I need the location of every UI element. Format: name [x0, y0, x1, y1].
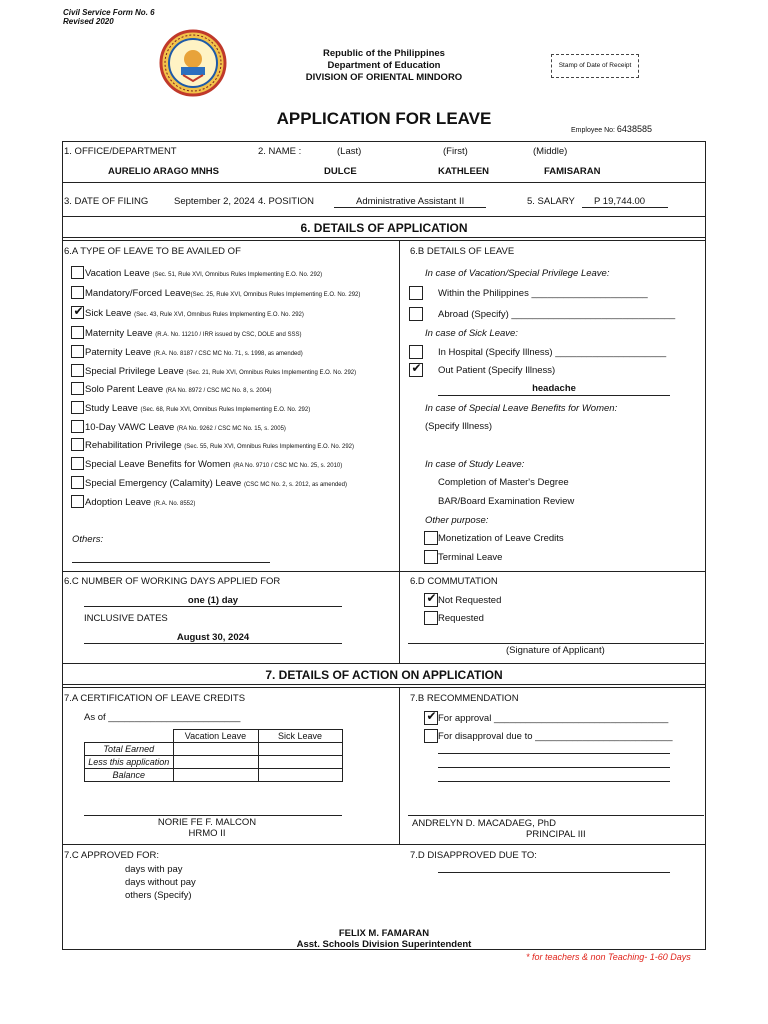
not-requested-checkbox-checked[interactable]	[424, 593, 438, 607]
principal-title: PRINCIPAL III	[526, 829, 586, 840]
monetization-checkbox[interactable]	[424, 531, 438, 545]
leave-checkbox[interactable]	[71, 457, 84, 470]
table-cell[interactable]	[258, 769, 342, 782]
section-7b-title: 7.B RECOMMENDATION	[410, 693, 519, 704]
section-7c-title: 7.C APPROVED FOR:	[64, 850, 160, 861]
leave-type-item: Maternity Leave (R.A. No. 11210 / IRR issued by CSC, DOLE and SSS)	[85, 328, 302, 339]
table-cell[interactable]	[173, 756, 258, 769]
other-purpose-label: Other purpose:	[425, 515, 489, 526]
leave-type-item: Adoption Leave (R.A. No. 8552)	[85, 497, 196, 508]
leave-type-item: Vacation Leave (Sec. 51, Rule XVI, Omnibus Rules Implementing E.O. No. 292)	[85, 268, 323, 279]
footnote: * for teachers & non Teaching- 1-60 Days	[526, 952, 691, 962]
leave-checkbox[interactable]	[71, 476, 84, 489]
for-approval-checkbox-checked[interactable]	[424, 711, 438, 725]
leave-type-item: Paternity Leave (R.A. No. 8187 / CSC MC No. 71, s. 1998, as amended)	[85, 347, 303, 358]
col-vacation-leave: Vacation Leave	[173, 730, 258, 743]
leave-type-item: Solo Parent Leave (RA No. 8972 / CSC MC No. 8, s. 2004)	[85, 384, 272, 395]
out-patient-label: Out Patient (Specify Illness)	[438, 365, 556, 376]
first-label: (First)	[443, 146, 468, 157]
table-cell[interactable]	[173, 743, 258, 756]
leave-type-item: 10-Day VAWC Leave (RA No. 9262 / CSC MC No. 15, s. 2005)	[85, 422, 286, 433]
check-mark-icon: ✔	[411, 361, 422, 375]
section-7a-title: 7.A CERTIFICATION OF LEAVE CREDITS	[64, 693, 246, 704]
days-with-pay: days with pay	[125, 864, 183, 875]
in-hospital-checkbox[interactable]	[409, 345, 423, 359]
leave-type-item: Special Privilege Leave (Sec. 21, Rule XVI, Omnibus Rules Implementing E.O. No. 292)	[85, 366, 357, 377]
leave-checkbox[interactable]	[71, 345, 84, 358]
leave-credits-table	[84, 729, 343, 782]
within-philippines-label: Within the Philippines ______________________	[438, 288, 648, 299]
leave-type-item: Sick Leave (Sec. 43, Rule XVI, Omnibus Rules Implementing E.O. No. 292)	[85, 308, 304, 319]
for-disapproval-label: For disapproval due to __________________________	[438, 731, 673, 742]
applicant-signature-line[interactable]	[408, 643, 704, 644]
inclusive-dates-label: INCLUSIVE DATES	[84, 613, 168, 624]
leave-checkbox[interactable]	[71, 382, 84, 395]
salary-label: 5. SALARY	[527, 196, 575, 207]
requested-label: Requested	[438, 613, 484, 624]
others-label: Others:	[72, 534, 104, 545]
hrmo-name: NORIE FE F. MALCON	[157, 817, 257, 828]
section-7d-title: 7.D DISAPPROVED DUE TO:	[410, 850, 537, 861]
section-6b-title: 6.B DETAILS OF LEAVE	[410, 246, 515, 257]
leave-checkbox[interactable]	[71, 495, 84, 508]
illness-value[interactable]: headache	[532, 383, 576, 394]
terminal-leave-label: Terminal Leave	[438, 552, 503, 563]
abroad-label: Abroad (Specify) _______________________________	[438, 309, 676, 320]
bar-review-label: BAR/Board Examination Review	[438, 496, 575, 507]
employee-no: Employee No: 6438585	[571, 124, 652, 134]
out-patient-checkbox-checked[interactable]	[409, 363, 423, 377]
middle-label: (Middle)	[533, 146, 568, 157]
section-6-title: 6. DETAILS OF APPLICATION	[300, 221, 468, 235]
leave-type-item: Mandatory/Forced Leave(Sec. 25, Rule XVI, Omnibus Rules Implementing E.O. No. 292)	[85, 288, 361, 299]
others-input-line[interactable]	[72, 562, 270, 563]
days-without-pay: days without pay	[125, 877, 196, 888]
specify-illness-label: (Specify Illness)	[425, 421, 493, 432]
form-revision: Revised 2020	[63, 17, 114, 26]
position-value[interactable]: Administrative Assistant II	[356, 196, 465, 207]
table-cell[interactable]	[173, 769, 258, 782]
leave-checkbox[interactable]	[71, 266, 84, 279]
masters-label: Completion of Master's Degree	[438, 477, 569, 488]
requested-checkbox[interactable]	[424, 611, 438, 625]
row-total-earned: Total Earned	[85, 743, 174, 756]
leave-checkbox-checked[interactable]	[71, 306, 84, 319]
others-specify: others (Specify)	[125, 890, 192, 901]
official-name: FELIX M. FAMARAN	[338, 928, 430, 939]
date-filing-value[interactable]: September 2, 2024	[174, 196, 255, 207]
check-mark-icon: ✔	[426, 709, 437, 723]
office-value[interactable]: AURELIO ARAGO MNHS	[108, 166, 220, 177]
section-6c-title: 6.C NUMBER OF WORKING DAYS APPLIED FOR	[64, 576, 281, 587]
within-philippines-checkbox[interactable]	[409, 286, 423, 300]
page-title: APPLICATION FOR LEAVE	[276, 109, 492, 128]
abroad-checkbox[interactable]	[409, 307, 423, 321]
vacation-case-label: In case of Vacation/Special Privilege Leave:	[425, 268, 610, 279]
for-disapproval-checkbox[interactable]	[424, 729, 438, 743]
sick-case-label: In case of Sick Leave:	[425, 328, 518, 339]
section-7-title: 7. DETAILS OF ACTION ON APPLICATION	[265, 668, 503, 682]
inclusive-dates-value[interactable]: August 30, 2024	[176, 632, 250, 643]
middle-name-value[interactable]: FAMISARAN	[544, 166, 601, 177]
position-label: 4. POSITION	[258, 196, 314, 207]
table-cell[interactable]	[258, 743, 342, 756]
official-title: Asst. Schools Division Superintendent	[296, 939, 472, 950]
last-label: (Last)	[337, 146, 362, 157]
leave-checkbox[interactable]	[71, 438, 84, 451]
women-case-label: In case of Special Leave Benefits for Women:	[425, 403, 618, 414]
in-hospital-label: In Hospital (Specify Illness) _____________________	[438, 347, 667, 358]
date-filing-label: 3. DATE OF FILING	[64, 196, 149, 207]
not-requested-label: Not Requested	[438, 595, 502, 606]
receipt-stamp-box: Stamp of Date of Receipt	[551, 54, 639, 78]
first-name-value[interactable]: KATHLEEN	[438, 166, 490, 177]
republic-line: Republic of the Philippines	[323, 48, 445, 59]
leave-type-item: Study Leave (Sec. 68, Rule XVI, Omnibus Rules Implementing E.O. No. 292)	[85, 403, 311, 414]
deped-seal-logo	[159, 29, 227, 97]
check-mark-icon: ✔	[426, 591, 437, 605]
leave-checkbox[interactable]	[71, 326, 84, 339]
office-label: 1. OFFICE/DEPARTMENT	[64, 146, 177, 157]
department-line: Department of Education	[327, 60, 441, 71]
row-balance: Balance	[85, 769, 174, 782]
leave-checkbox[interactable]	[71, 364, 84, 377]
salary-value[interactable]: P 19,744.00	[594, 196, 646, 207]
working-days-value[interactable]: one (1) day	[187, 595, 239, 606]
name-label: 2. NAME :	[258, 146, 302, 157]
signature-label: (Signature of Applicant)	[506, 645, 605, 656]
study-case-label: In case of Study Leave:	[425, 459, 525, 470]
leave-type-item: Special Leave Benefits for Women (RA No. 9710 / CSC MC No. 25, s. 2010)	[85, 459, 343, 470]
principal-name: ANDRELYN D. MACADAEG, PhD	[412, 818, 556, 829]
last-name-value[interactable]: DULCE	[324, 166, 357, 177]
section-6a-title: 6.A TYPE OF LEAVE TO BE AVAILED OF	[64, 246, 241, 257]
table-cell[interactable]	[258, 756, 342, 769]
check-mark-icon: ✔	[73, 304, 84, 318]
as-of-field[interactable]: As of _________________________	[84, 712, 241, 723]
hrmo-title: HRMO II	[188, 828, 226, 839]
division-line: DIVISION OF ORIENTAL MINDORO	[305, 72, 463, 83]
leave-checkbox[interactable]	[71, 286, 84, 299]
monetization-label: Monetization of Leave Credits	[438, 533, 564, 544]
col-sick-leave: Sick Leave	[258, 730, 342, 743]
leave-checkbox[interactable]	[71, 401, 84, 414]
section-6d-title: 6.D COMMUTATION	[410, 576, 498, 587]
form-number: Civil Service Form No. 6	[63, 8, 155, 17]
leave-checkbox[interactable]	[71, 420, 84, 433]
leave-type-item: Rehabilitation Privilege (Sec. 55, Rule XVI, Omnibus Rules Implementing E.O. No. 292)	[85, 440, 355, 451]
row-less-application: Less this application	[85, 756, 174, 769]
leave-type-item: Special Emergency (Calamity) Leave (CSC MC No. 2, s. 2012, as amended)	[85, 478, 347, 489]
for-approval-label: For approval _________________________________	[438, 713, 669, 724]
terminal-leave-checkbox[interactable]	[424, 550, 438, 564]
